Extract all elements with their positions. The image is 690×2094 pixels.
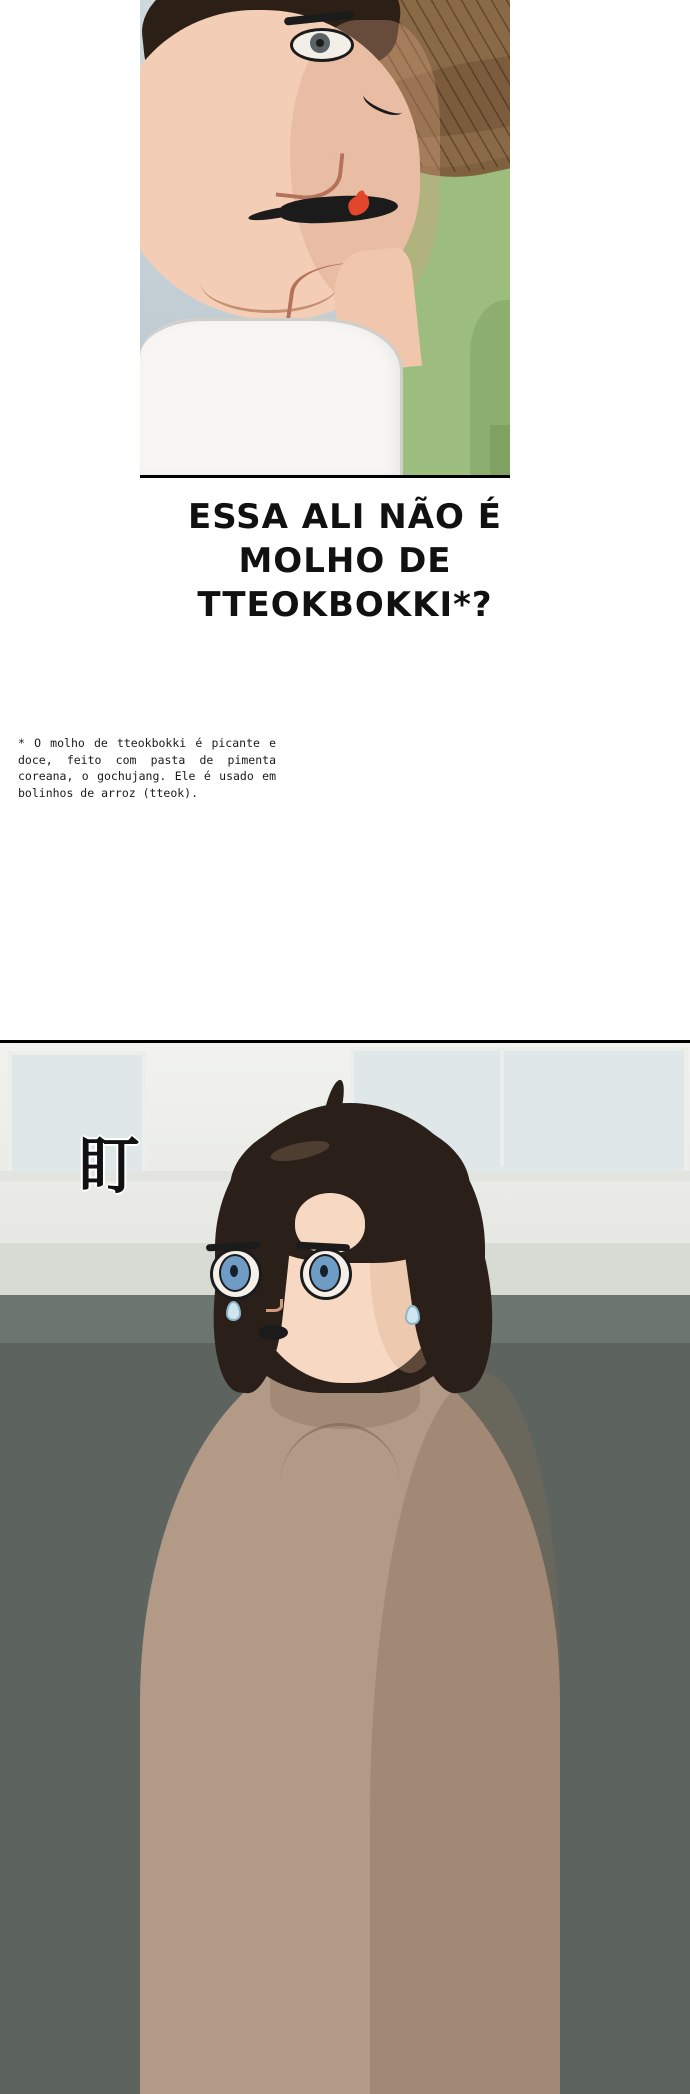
panel2-sweat-drop-right <box>405 1305 420 1325</box>
dialogue-line-3: TTEOKBOKKI*? <box>197 585 493 626</box>
panel2-mouth <box>258 1325 288 1340</box>
panel2-pupil-right <box>320 1265 328 1277</box>
footnote-text: * O molho de tteokbokki é picante e doce, feito com pasta de pimenta coreana, o gochujang. Ele é usado em bolinhos de arroz (tteok). <box>18 736 276 801</box>
panel2-nose <box>266 1299 283 1312</box>
dialogue-text <box>0 495 690 628</box>
dialogue-line-2: MOLHO DE <box>238 541 452 582</box>
panel1-shirt-cuff <box>490 425 510 475</box>
sound-effect-text: 盯 <box>78 1129 139 1202</box>
panel2-shoulder-line <box>280 1423 400 1546</box>
dialogue-line-1: ESSA ALI NÃO É <box>187 497 503 537</box>
panel2-pupil-left <box>230 1265 238 1277</box>
panel1-white-cloth-outline <box>140 318 403 478</box>
comic-panel-1 <box>140 0 510 478</box>
panel2-character <box>120 1073 570 2093</box>
panel2-sweat-drop-left <box>226 1301 241 1321</box>
panel1-pupil <box>316 39 324 47</box>
comic-panel-2 <box>0 1040 690 2094</box>
